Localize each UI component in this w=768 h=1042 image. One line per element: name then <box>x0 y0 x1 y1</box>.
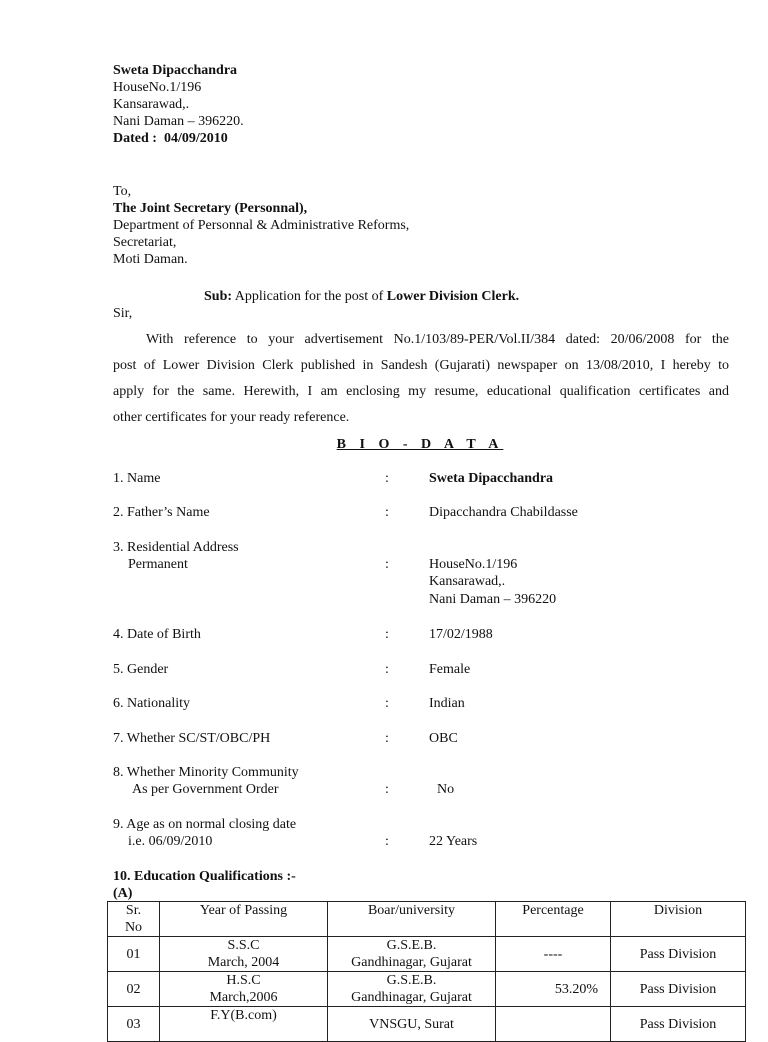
colon: : <box>385 731 389 746</box>
cell-division: Pass Division <box>611 1007 746 1042</box>
age-label: 9. Age as on normal closing date <box>113 817 297 832</box>
education-sub: (A) <box>113 886 133 901</box>
gender-value: Female <box>429 662 471 677</box>
minority-label: 8. Whether Minority Community <box>113 765 299 780</box>
table-row <box>108 1007 746 1042</box>
subject-line: Sub: Application for the post of Lower Division Clerk. <box>204 289 520 304</box>
name-label: 1. Name <box>113 471 161 486</box>
recipient-block <box>113 183 409 268</box>
header-percentage: Percentage <box>496 902 611 937</box>
education-heading: 10. Education Qualifications :- <box>113 869 296 884</box>
table-header-row <box>108 902 746 937</box>
colon: : <box>385 557 389 572</box>
sender-address-line: HouseNo.1/196 <box>113 80 202 95</box>
cell-year: H.S.C March,2006 <box>160 972 328 1007</box>
cell-sr: 01 <box>108 937 160 972</box>
colon: : <box>385 505 389 520</box>
father-label: 2. Father’s Name <box>113 505 210 520</box>
dob-value: 17/02/1988 <box>429 627 493 642</box>
category-value: OBC <box>429 731 458 746</box>
colon: : <box>385 627 389 642</box>
table-row <box>108 937 746 972</box>
colon: : <box>385 782 389 797</box>
header-sr: Sr. No <box>108 902 160 937</box>
body-line: post of Lower Division Clerk published in Sandesh (Gujarati) newspaper on 13/08/2010, I hereby to <box>113 358 729 373</box>
sender-address-line: Nani Daman – 396220. <box>113 114 244 129</box>
body-paragraph <box>113 331 729 435</box>
address-line: HouseNo.1/196 <box>429 557 518 572</box>
name-value: Sweta Dipacchandra <box>429 471 554 486</box>
colon: : <box>385 662 389 677</box>
sender-name: Sweta Dipacchandra <box>113 63 238 78</box>
recipient-line: Secretariat, <box>113 235 177 250</box>
table-row <box>108 972 746 1007</box>
recipient-line: Department of Personnal & Administrative Reforms, <box>113 218 410 233</box>
cell-percentage <box>496 1007 611 1042</box>
colon: : <box>385 471 389 486</box>
sender-block <box>113 62 244 147</box>
recipient-line: Moti Daman. <box>113 252 188 267</box>
sender-address-line: Kansarawad,. <box>113 97 190 112</box>
address-label: 3. Residential Address <box>113 540 239 555</box>
category-label: 7. Whether SC/ST/OBC/PH <box>113 731 271 746</box>
nationality-label: 6. Nationality <box>113 696 190 711</box>
colon: : <box>385 696 389 711</box>
dob-label: 4. Date of Birth <box>113 627 201 642</box>
cell-percentage: ---- <box>496 937 611 972</box>
cell-year: F.Y(B.com) <box>160 1007 328 1042</box>
cell-division: Pass Division <box>611 972 746 1007</box>
cell-board: G.S.E.B. Gandhinagar, Gujarat <box>328 972 496 1007</box>
address-line: Nani Daman – 396220 <box>429 592 557 607</box>
cell-sr: 03 <box>108 1007 160 1042</box>
body-line: With reference to your advertisement No.1/103/89-PER/Vol.II/384 dated: 20/06/2008 for the <box>146 332 729 347</box>
address-sublabel: Permanent <box>128 557 188 572</box>
cell-sr: 02 <box>108 972 160 1007</box>
age-sublabel: i.e. 06/09/2010 <box>128 834 213 849</box>
address-line: Kansarawad,. <box>429 574 506 589</box>
body-line: apply for the same. Herewith, I am enclosing my resume, educational qualification certificates and <box>113 384 729 399</box>
body-line: other certificates for your ready reference. <box>113 410 350 425</box>
minority-value: No <box>437 782 455 797</box>
cell-percentage: 53.20% <box>496 972 611 1007</box>
header-year: Year of Passing <box>160 902 328 937</box>
age-value: 22 Years <box>429 834 478 849</box>
colon: : <box>385 834 389 849</box>
cell-board: G.S.E.B. Gandhinagar, Gujarat <box>328 937 496 972</box>
letter-date: Dated : 04/09/2010 <box>113 131 228 146</box>
cell-year: S.S.C March, 2004 <box>160 937 328 972</box>
minority-sublabel: As per Government Order <box>132 782 279 797</box>
cell-division: Pass Division <box>611 937 746 972</box>
salutation: Sir, <box>113 306 133 321</box>
nationality-value: Indian <box>429 696 465 711</box>
header-division: Division <box>611 902 746 937</box>
gender-label: 5. Gender <box>113 662 169 677</box>
biodata-title: B I O - D A T A <box>336 437 504 452</box>
cell-board: VNSGU, Surat <box>328 1007 496 1042</box>
recipient-title: The Joint Secretary (Personnal), <box>113 201 308 216</box>
father-value: Dipacchandra Chabildasse <box>429 505 578 520</box>
header-board: Boar/university <box>328 902 496 937</box>
recipient-to: To, <box>113 184 132 199</box>
education-table <box>107 901 746 1042</box>
